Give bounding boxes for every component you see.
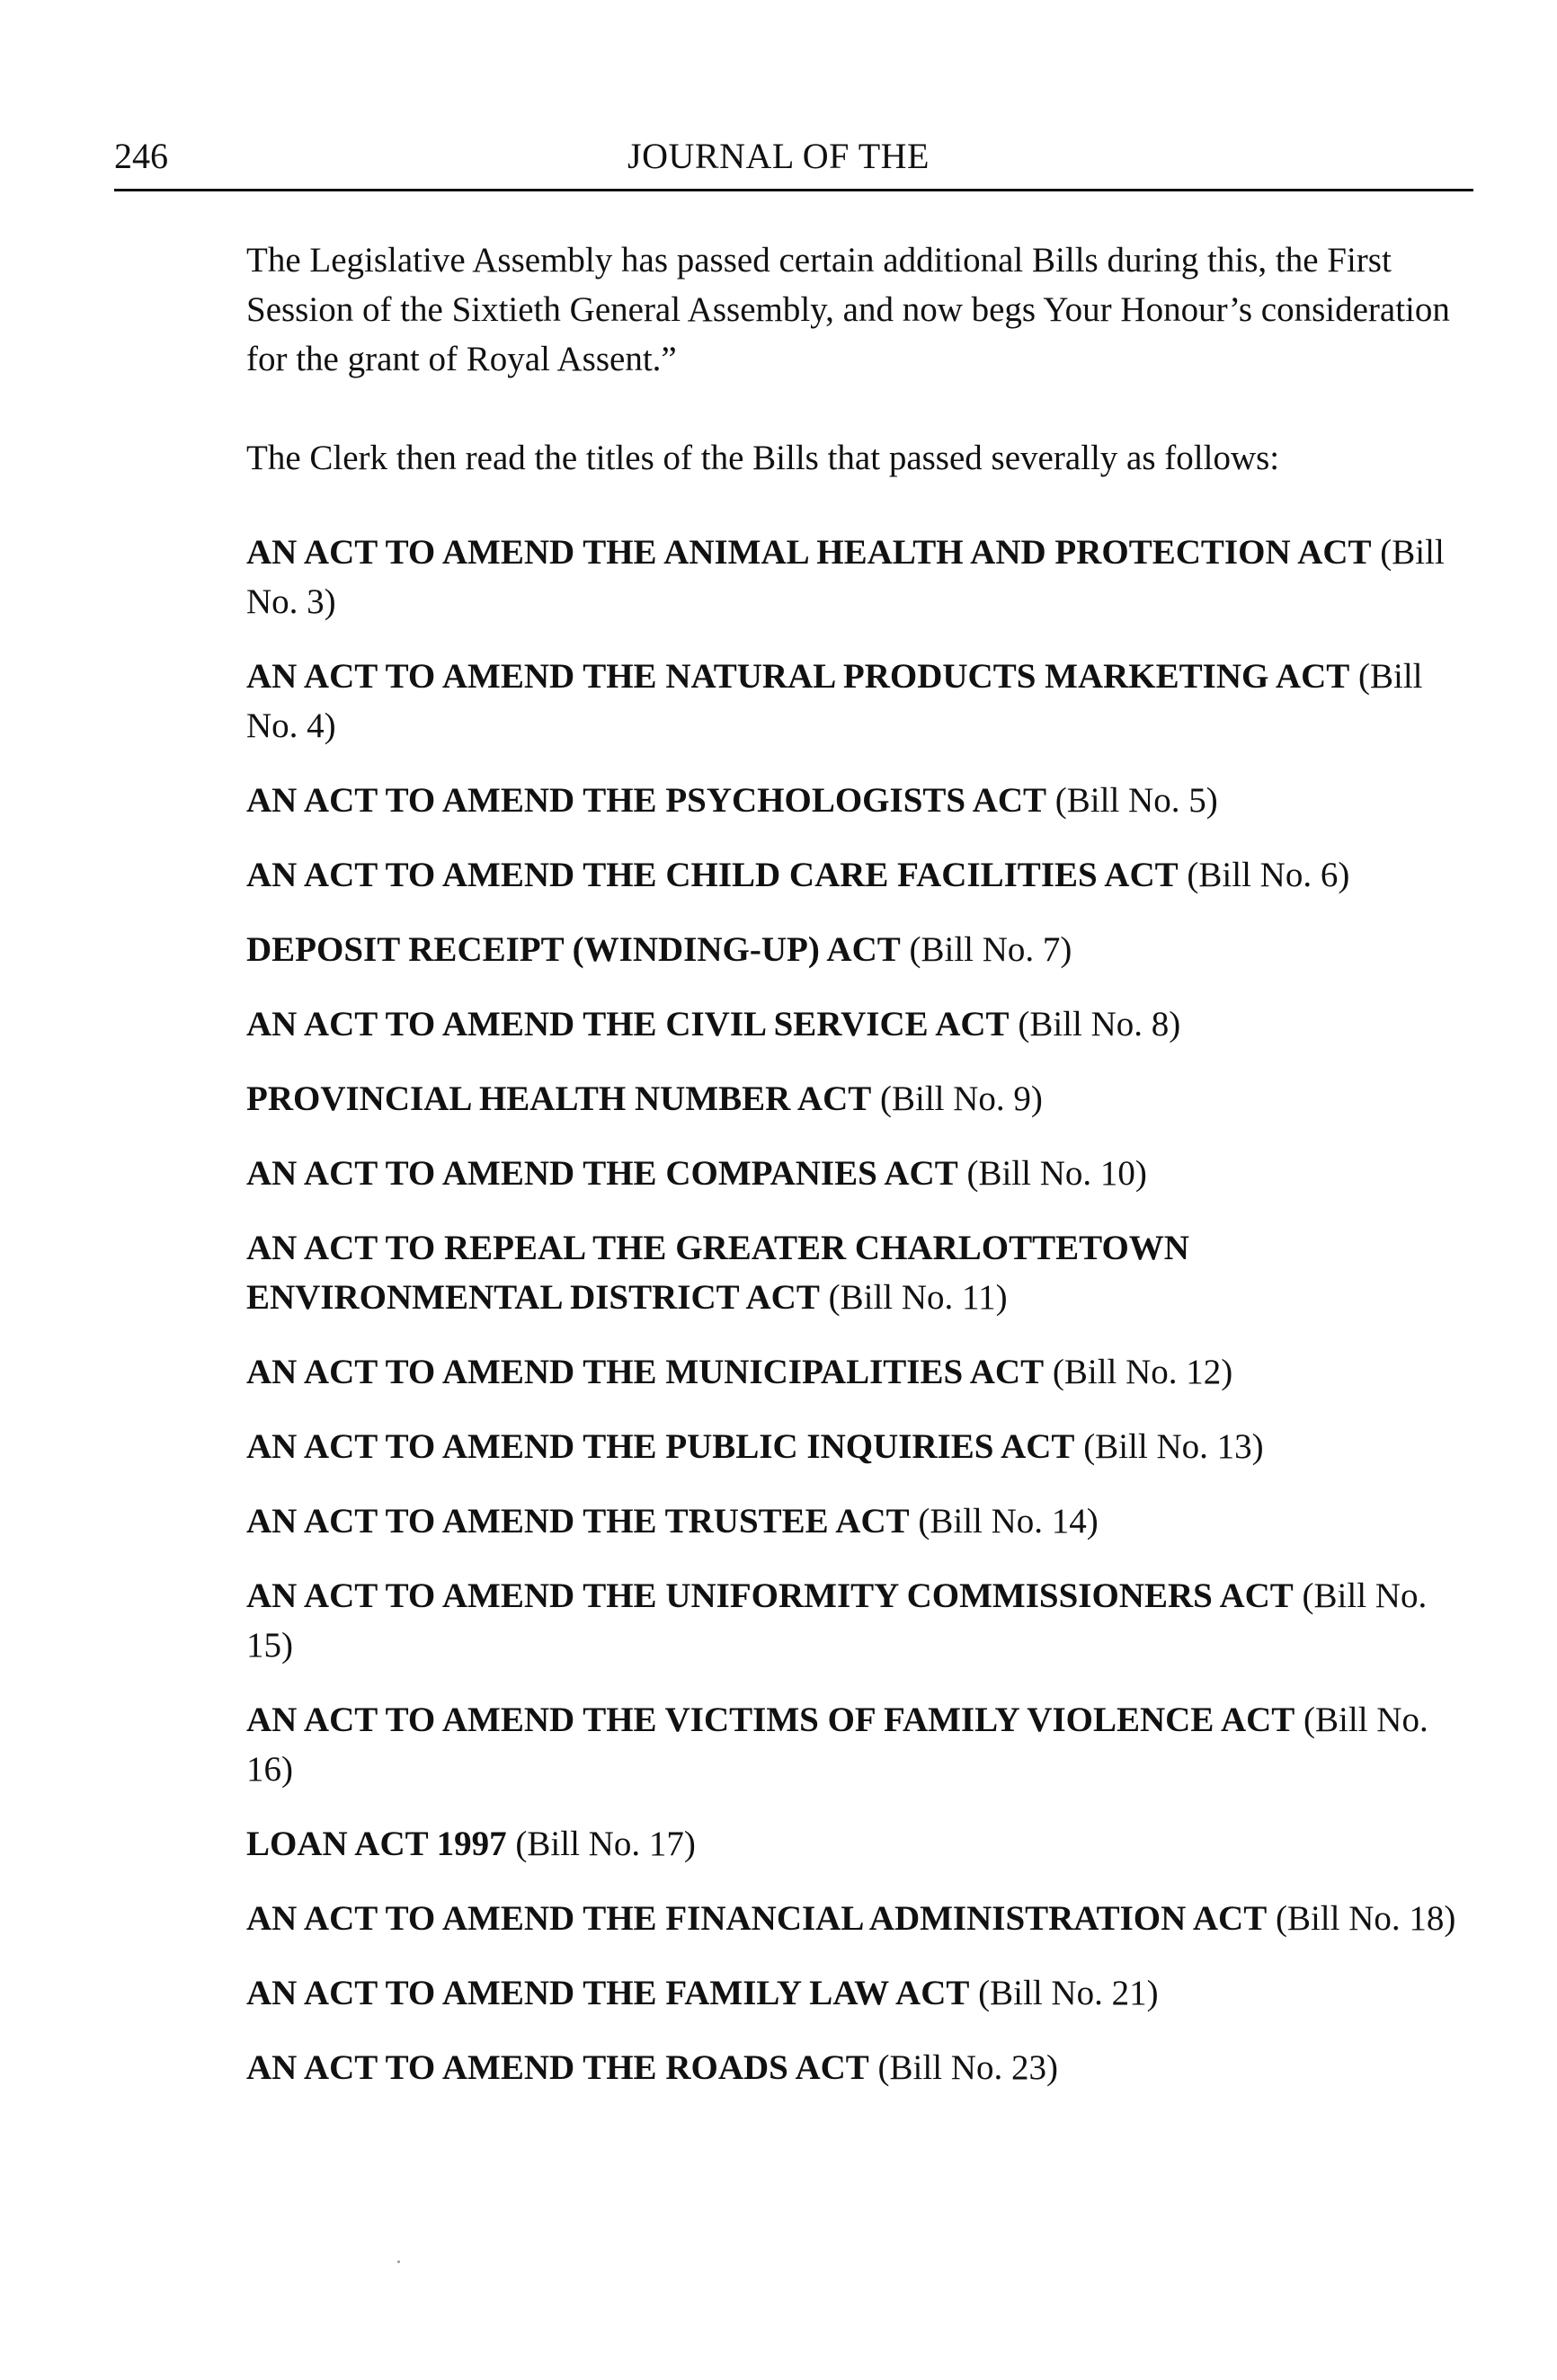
bill-title: AN ACT TO AMEND THE FAMILY LAW ACT bbox=[246, 1974, 970, 2012]
intro-paragraph: The Legislative Assembly has passed certain additional Bills during this, the First Session of the Sixtieth General Assembly, and now begs Your Honour’s consideration for the grant of Royal Assent.” bbox=[246, 241, 1450, 378]
bill-title: AN ACT TO AMEND THE NATURAL PRODUCTS MARKETING ACT bbox=[246, 657, 1350, 696]
clerk-paragraph: The Clerk then read the titles of the Bills that passed severally as follows: bbox=[246, 439, 1280, 477]
bill-number: (Bill No. 14) bbox=[918, 1502, 1099, 1541]
header-rule bbox=[114, 189, 1473, 191]
bill-title: AN ACT TO AMEND THE PUBLIC INQUIRIES ACT bbox=[246, 1427, 1075, 1466]
bill-title: LOAN ACT 1997 bbox=[246, 1825, 507, 1863]
bill-item bbox=[246, 652, 1478, 750]
bill-item bbox=[246, 1894, 1478, 1943]
bill-title: AN ACT TO AMEND THE MUNICIPALITIES ACT bbox=[246, 1353, 1045, 1391]
bill-item bbox=[246, 1149, 1478, 1198]
bill-item bbox=[246, 999, 1478, 1049]
bill-item bbox=[246, 1968, 1478, 2018]
bill-number: (Bill No. 4) bbox=[246, 657, 1423, 745]
bill-item bbox=[246, 776, 1478, 825]
bill-title: AN ACT TO REPEAL THE GREATER CHARLOTTETOWN ENVIRONMENTAL DISTRICT ACT bbox=[246, 1229, 1189, 1317]
bill-number: (Bill No. 5) bbox=[1054, 781, 1218, 820]
bill-list bbox=[246, 528, 1478, 2092]
bill-number: (Bill No. 21) bbox=[978, 1974, 1159, 2012]
bill-item bbox=[246, 925, 1478, 974]
scan-speck bbox=[397, 2260, 400, 2263]
bill-item bbox=[246, 2043, 1478, 2092]
page-body bbox=[246, 235, 1478, 2118]
bill-number: (Bill No. 23) bbox=[877, 2048, 1058, 2087]
bill-title: AN ACT TO AMEND THE PSYCHOLOGISTS ACT bbox=[246, 781, 1047, 820]
bill-item bbox=[246, 1074, 1478, 1123]
bill-number: (Bill No. 9) bbox=[880, 1079, 1043, 1118]
bill-number: (Bill No. 8) bbox=[1018, 1005, 1181, 1043]
bill-item bbox=[246, 1571, 1478, 1670]
bill-number: (Bill No. 7) bbox=[909, 930, 1072, 969]
bill-item bbox=[246, 1695, 1478, 1794]
bill-number: (Bill No. 18) bbox=[1275, 1899, 1456, 1938]
bill-title: AN ACT TO AMEND THE COMPANIES ACT bbox=[246, 1154, 958, 1193]
bill-number: (Bill No. 17) bbox=[515, 1825, 696, 1863]
bill-title: AN ACT TO AMEND THE ROADS ACT bbox=[246, 2048, 869, 2087]
bill-number: (Bill No. 11) bbox=[828, 1278, 1008, 1317]
bill-title: AN ACT TO AMEND THE ANIMAL HEALTH AND PROTECTION ACT bbox=[246, 533, 1372, 572]
bill-title: AN ACT TO AMEND THE CHILD CARE FACILITIES ACT bbox=[246, 856, 1179, 894]
bill-number: (Bill No. 10) bbox=[966, 1154, 1147, 1193]
bill-item bbox=[246, 850, 1478, 900]
bill-item bbox=[246, 1223, 1478, 1322]
bill-title: AN ACT TO AMEND THE CIVIL SERVICE ACT bbox=[246, 1005, 1010, 1043]
running-head: JOURNAL OF THE bbox=[627, 136, 930, 176]
bill-title: AN ACT TO AMEND THE FINANCIAL ADMINISTRATION ACT bbox=[246, 1899, 1268, 1938]
bill-title: AN ACT TO AMEND THE TRUSTEE ACT bbox=[246, 1502, 910, 1541]
bill-item bbox=[246, 528, 1478, 626]
bill-number: (Bill No. 6) bbox=[1187, 856, 1350, 894]
bill-item bbox=[246, 1819, 1478, 1869]
bill-title: AN ACT TO AMEND THE VICTIMS OF FAMILY VIOLENCE ACT bbox=[246, 1701, 1295, 1739]
bill-title: AN ACT TO AMEND THE UNIFORMITY COMMISSIONERS ACT bbox=[246, 1576, 1294, 1615]
bill-item bbox=[246, 1347, 1478, 1397]
page-number: 246 bbox=[114, 136, 168, 176]
bill-title: PROVINCIAL HEALTH NUMBER ACT bbox=[246, 1079, 872, 1118]
bill-number: (Bill No. 3) bbox=[246, 533, 1445, 621]
bill-number: (Bill No. 12) bbox=[1052, 1353, 1233, 1391]
bill-item bbox=[246, 1422, 1478, 1471]
bill-item bbox=[246, 1496, 1478, 1546]
bill-title: DEPOSIT RECEIPT (WINDING-UP) ACT bbox=[246, 930, 901, 969]
bill-number: (Bill No. 16) bbox=[246, 1701, 1428, 1789]
bill-number: (Bill No. 13) bbox=[1083, 1427, 1264, 1466]
bill-number: (Bill No. 15) bbox=[246, 1576, 1428, 1665]
